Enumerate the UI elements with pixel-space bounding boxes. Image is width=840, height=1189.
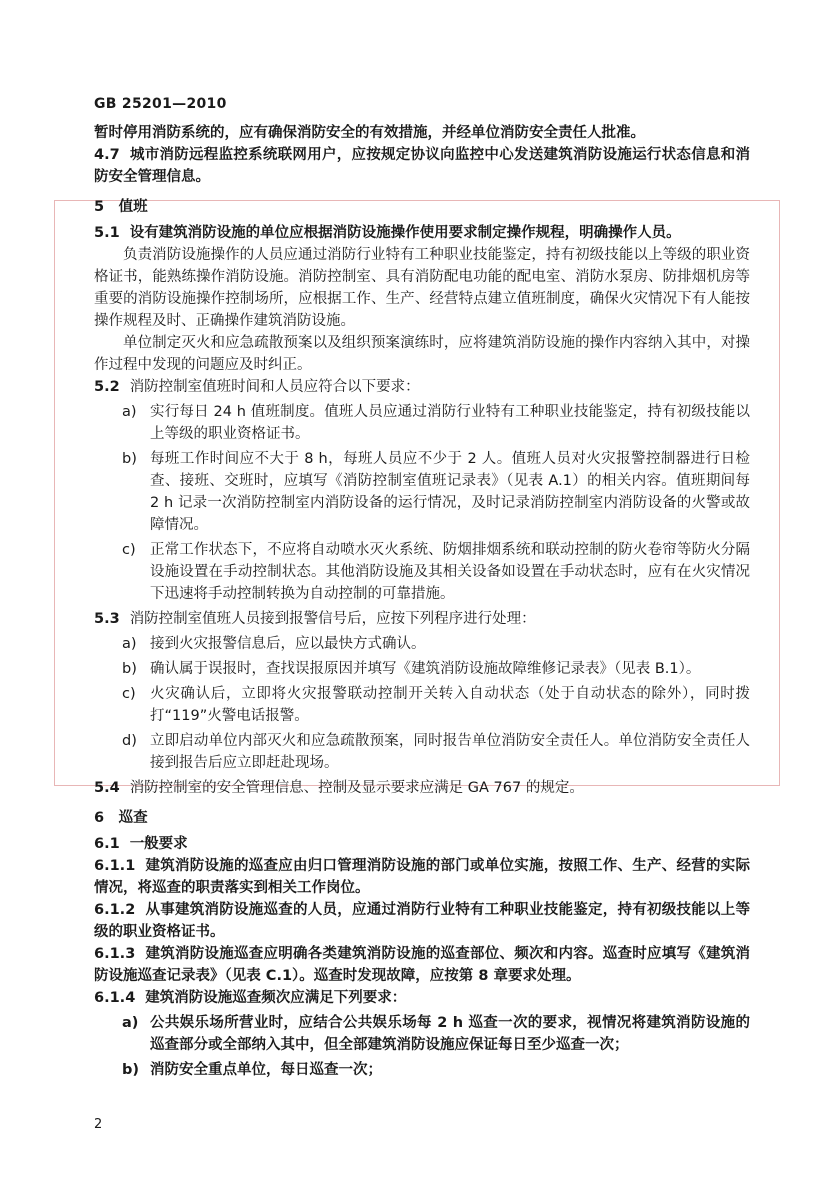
clause-text: 建筑消防设施巡查频次应满足下列要求： [145,990,407,1006]
list-item [94,1059,750,1081]
clause-text: 消防控制室值班时间和人员应符合以下要求： [129,379,420,395]
list-item-label: d) [122,733,137,749]
clause-text: 一般要求 [129,836,188,852]
section-heading: 5 值班 [94,199,148,215]
clause-text: 消防控制室的安全管理信息、控制及显示要求应满足 GA 767 的规定。 [129,780,584,796]
list-item-text: 确认属于误报时，查找误报原因并填写《建筑消防设施故障维修记录表》（见表 B.1）。 [150,661,701,677]
clause-number: 6.1.2 [94,902,136,918]
clause-text: 建筑消防设施巡查应明确各类建筑消防设施的巡查部位、频次和内容。巡查时应填写《建筑消防设施巡查记录表》（见表 C.1）。巡查时发现故障，应按第 8 章要求处理。 [94,946,750,984]
list-item [94,730,750,774]
clause-number: 6.1.3 [94,946,136,962]
list-item [94,1012,750,1056]
clause [94,222,750,244]
clause-text: 建筑消防设施的巡查应由归口管理消防设施的部门或单位实施，按照工作、生产、经营的实际情况，将巡查的职责落实到相关工作岗位。 [94,858,750,896]
clause-text: 城市消防远程监控系统联网用户，应按规定协议向监控中心发送建筑消防设施运行状态信息和消防安全管理信息。 [94,147,750,185]
list-item-text: 接到火灾报警信息后，应以最快方式确认。 [150,636,426,652]
list-item-text: 消防安全重点单位，每日巡查一次； [150,1062,382,1078]
clause-number: 5.4 [94,780,120,796]
list-item-text: 正常工作状态下，不应将自动喷水灭火系统、防烟排烟系统和联动控制的防火卷帘等防火分隔设施设置在手动控制状态。其他消防设施及其相关设备如设置在手动状态时，应有在火灾情况下迅速将手动控制转换为自动控制的可靠措施。 [150,542,750,602]
clause-number: 5.3 [94,611,120,627]
list-item [94,658,750,680]
page-number: 2 [94,1117,103,1132]
clause [94,833,750,855]
list-item [94,633,750,655]
clause [94,608,750,630]
document-body [94,122,750,1084]
section-heading: 6 巡查 [94,810,148,826]
clause [94,144,750,188]
standard-number: GB 25201—2010 [94,96,227,112]
list-item-label: b) [122,661,137,677]
list-item-text: 每班工作时间应不大于 8 h，每班人员应不少于 2 人。值班人员对火灾报警控制器进行日检查、接班、交班时，应填写《消防控制室值班记录表》（见表 A.1）的相关内容。值班期间每 2 h 记录一次消防控制室内消防设备的运行情况，及时记录消防控制室内消防设备的火警或故障情况。 [150,451,750,533]
list-item-label: b) [122,451,137,467]
list-item-text: 公共娱乐场所营业时，应结合公共娱乐场每 2 h 巡查一次的要求，视情况将建筑消防设施的巡查部分或全部纳入其中，但全部建筑消防设施应保证每日至少巡查一次； [150,1015,750,1053]
clause-number: 4.7 [94,147,120,163]
clause [94,376,750,398]
list-item-label: c) [122,542,136,558]
clause [94,777,750,799]
list-item-label: a) [122,1015,139,1031]
list-item [94,683,750,727]
list-item-label: c) [122,686,136,702]
list-item [94,401,750,445]
clause-text: 设有建筑消防设施的单位应根据消防设施操作使用要求制定操作规程，明确操作人员。 [129,225,681,241]
clause-number: 6.1.4 [94,990,136,1006]
clause-text: 从事建筑消防设施巡查的人员，应通过消防行业特有工种职业技能鉴定，持有初级技能以上等级的职业资格证书。 [94,902,750,940]
clause-number: 5.1 [94,225,120,241]
clause-number: 6.1.1 [94,858,136,874]
clause-number: 5.2 [94,379,120,395]
clause-number: 6.1 [94,836,120,852]
list-item-label: a) [122,404,137,420]
list-item-text: 火灾确认后，立即将火灾报警联动控制开关转入自动状态（处于自动状态的除外），同时拨打“119”火警电话报警。 [150,686,750,724]
list-item-text: 立即启动单位内部灭火和应急疏散预案，同时报告单位消防安全责任人。单位消防安全责任人接到报告后应立即赶赴现场。 [150,733,750,771]
clause [94,987,750,1009]
list-item-text: 实行每日 24 h 值班制度。值班人员应通过消防行业特有工种职业技能鉴定，持有初级技能以上等级的职业资格证书。 [150,404,750,442]
clause [94,855,750,899]
clause [94,943,750,987]
list-item [94,448,750,536]
clause-text: 消防控制室值班人员接到报警信号后，应按下列程序进行处理： [129,611,536,627]
clause [94,899,750,943]
paragraph: 单位制定灭火和应急疏散预案以及组织预案演练时，应将建筑消防设施的操作内容纳入其中，对操作过程中发现的问题应及时纠正。 [94,335,750,373]
paragraph: 暂时停用消防系统的，应有确保消防安全的有效措施，并经单位消防安全责任人批准。 [94,125,645,141]
paragraph: 负责消防设施操作的人员应通过消防行业特有工种职业技能鉴定，持有初级技能以上等级的职业资格证书，能熟练操作消防设施。消防控制室、具有消防配电功能的配电室、消防水泵房、防排烟机房等重要的消防设施操作控制场所，应根据工作、生产、经营特点建立值班制度，确保火灾情况下有人能按操作规程及时、正确操作建筑消防设施。 [94,247,750,329]
list-item-label: a) [122,636,137,652]
list-item [94,539,750,605]
list-item-label: b) [122,1062,140,1078]
